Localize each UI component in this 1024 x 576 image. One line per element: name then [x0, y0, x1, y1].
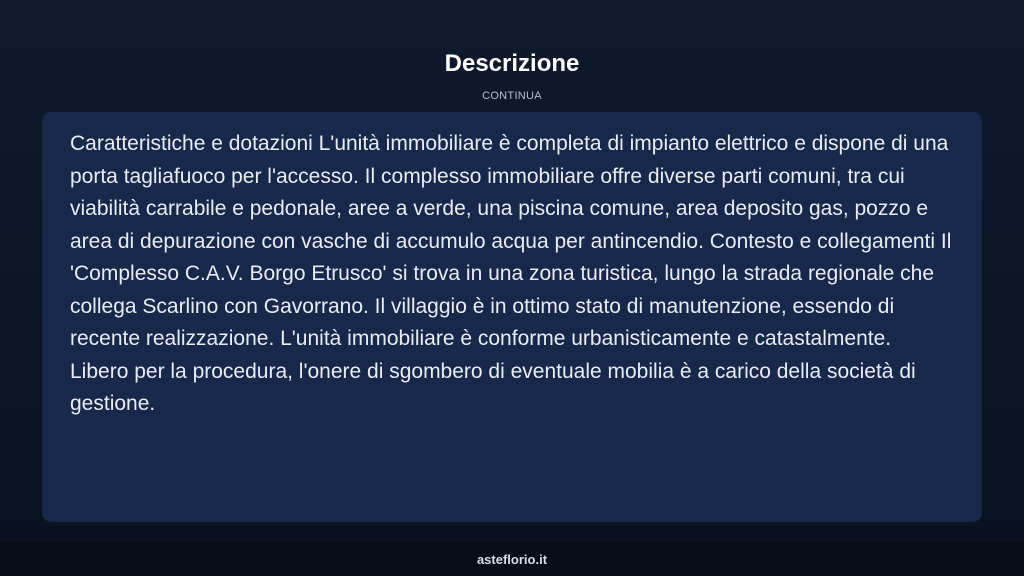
footer-brand: asteflorio.it: [476, 552, 548, 567]
description-card: [42, 112, 982, 522]
page-title: Descrizione: [444, 50, 580, 77]
page-subtitle: CONTINUA: [482, 90, 542, 102]
description-text: Caratteristiche e dotazioni L'unità immobiliare è completa di impianto elettrico e dispone di una porta tagliafuoco per l'accesso. Il complesso immobiliare offre diverse parti comuni, tra cui viabilità carrabile e pedonale, aree a verde, una piscina comune, area deposito gas, pozzo e area di depurazione con vasche di accumulo acqua per antincendio. Contesto e collegamenti Il 'Complesso C.A.V. Borgo Etrusco' si trova in una zona turistica, lungo la strada regionale che collega Scarlino con Gavorrano. Il villaggio è in ottimo stato di manutenzione, essendo di recente realizzazione. L'unità immobiliare è conforme urbanisticamente e catastalmente. Libero per la procedura, l'onere di sgombero di eventuale mobilia è a carico della società di gestione.: [70, 132, 952, 415]
